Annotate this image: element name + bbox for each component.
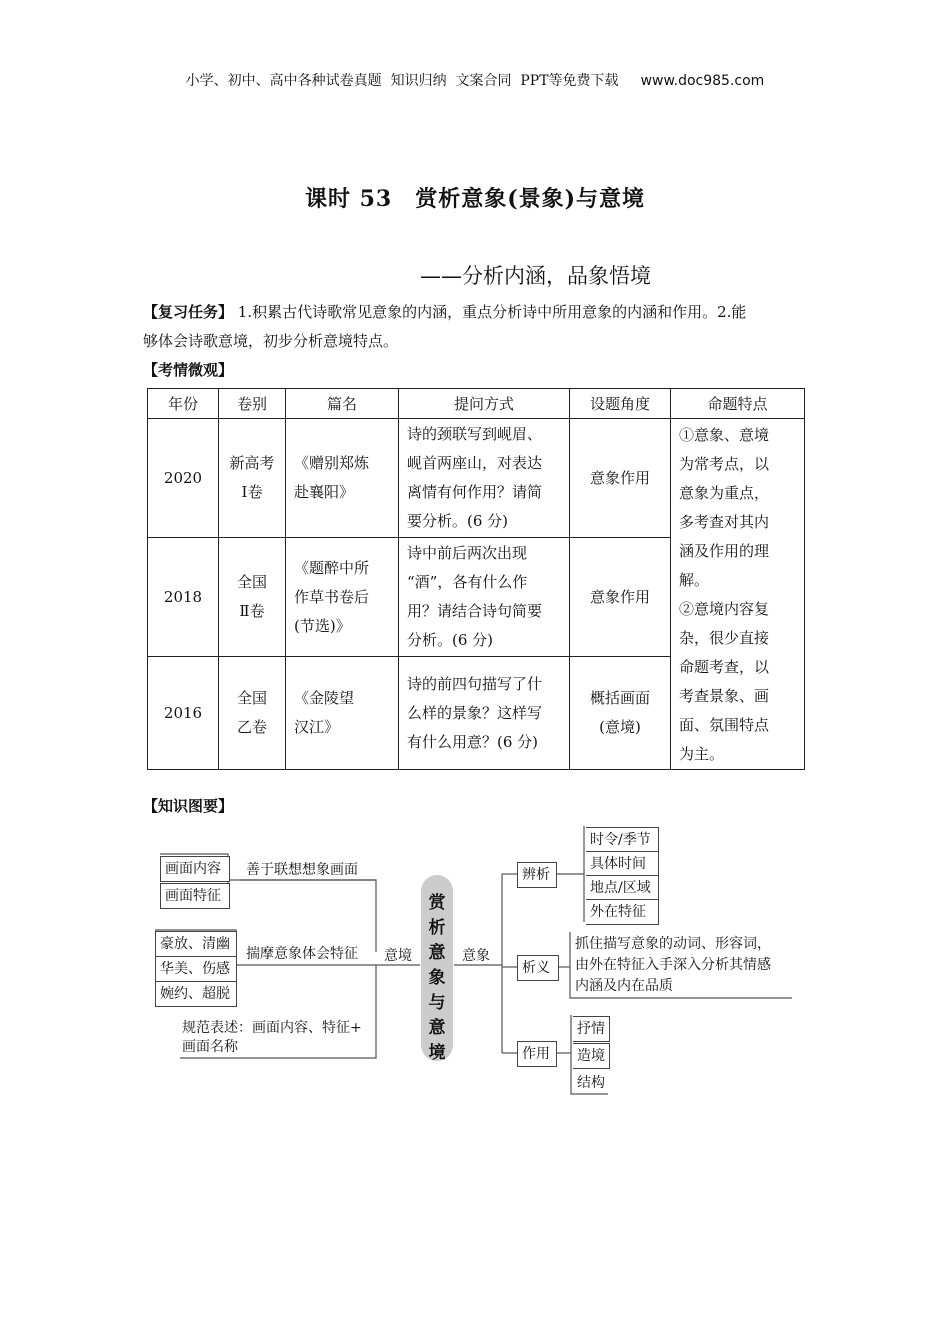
title-cell: 《题醉中所 作草书卷后 (节选)》	[286, 538, 399, 657]
knowledge-tag: 【知识图要】	[143, 797, 234, 815]
left-item: 豪放、清幽	[155, 931, 237, 957]
zuoyong-item: 抒情	[573, 1016, 610, 1042]
review-line2: 够体会诗歌意境，初步分析意境特点。	[143, 332, 399, 350]
header-text: 小学、初中、高中各种试卷真题 知识归纳 文案合同 PPT等免费下载	[185, 73, 619, 89]
header-site[interactable]: www.doc985.com	[640, 73, 765, 89]
title-cell: 《金陵望 汉江》	[286, 657, 399, 770]
question-cell: 诗中前后两次出现 “酒”，各有什么作 用？请结合诗句简要 分析。(6 分)	[399, 538, 570, 657]
right-branch-label: 意象	[462, 948, 490, 964]
left-branch-label: 意境	[384, 948, 412, 964]
xiyi-box: 析义	[517, 955, 559, 981]
header-cell: 命题特点	[671, 389, 805, 419]
header-cell: 设题角度	[570, 389, 671, 419]
group3-line2: 画面名称	[182, 1039, 238, 1055]
bianxi-item: 外在特征	[586, 899, 659, 925]
center-topic: 赏 析 意 象 与 意 境	[421, 875, 453, 1061]
question-cell: 诗的前四句描写了什 么样的景象？这样写 有什么用意？(6 分)	[399, 657, 570, 770]
angle-cell: 意象作用	[570, 538, 671, 657]
title-cell: 《赠别郑炼 赴襄阳》	[286, 419, 399, 538]
header-cell: 提问方式	[399, 389, 570, 419]
page-title: 课时 53 赏析意象(景象)与意境	[304, 186, 646, 212]
angle-cell: 意象作用	[570, 419, 671, 538]
paper-cell: 新高考 Ⅰ卷	[219, 419, 286, 538]
paper-cell: 全国 Ⅱ卷	[219, 538, 286, 657]
header-cell: 年份	[148, 389, 219, 419]
bianxi-item: 具体时间	[586, 851, 659, 877]
page-subtitle: ——分析内涵，品象悟境	[420, 264, 651, 288]
left-item: 画面内容	[160, 856, 230, 882]
group2-label: 揣摩意象体会特征	[246, 946, 358, 962]
left-item: 华美、伤感	[155, 956, 237, 982]
bianxi-box: 辨析	[517, 862, 557, 888]
connector	[228, 880, 376, 952]
group3-line1: 规范表述：画面内容、特征+	[182, 1020, 362, 1036]
xiyi-line: 内涵及内在品质	[575, 978, 673, 994]
bianxi-item: 地点/区域	[586, 875, 659, 901]
features-cell: ①意象、意境 为常考点，以 意象为重点， 多考查对其内 涵及作用的理 解。 ②意境内容复 杂，很少直接 命题考查，以 考查景象、画 面、氛围特点 为主。	[671, 419, 805, 770]
left-item: 婉约、超脱	[155, 981, 237, 1007]
year-cell: 2018	[148, 538, 219, 657]
left-item: 画面特征	[160, 883, 230, 909]
header-cell: 卷别	[219, 389, 286, 419]
group1-label: 善于联想想象画面	[246, 862, 358, 878]
review-tag: 【复习任务】	[143, 303, 234, 321]
header-cell: 篇名	[286, 389, 399, 419]
paper-cell: 全国 乙卷	[219, 657, 286, 770]
zuoyong-item: 结构	[577, 1075, 605, 1091]
year-cell: 2016	[148, 657, 219, 770]
zuoyong-box: 作用	[517, 1041, 557, 1067]
exam-tag: 【考情微观】	[143, 361, 234, 379]
review-line1: 1.积累古代诗歌常见意象的内涵，重点分析诗中所用意象的内涵和作用。2.能	[233, 303, 747, 321]
question-cell: 诗的颈联写到岘眉、 岘首两座山，对表达 离情有何作用？请简 要分析。(6 分)	[399, 419, 570, 538]
xiyi-line: 由外在特征入手深入分析其情感	[575, 957, 771, 973]
xiyi-line: 抓住描写意象的动词、形容词，	[575, 936, 771, 952]
bianxi-item: 时令/季节	[586, 827, 659, 853]
zuoyong-item: 造境	[573, 1043, 610, 1069]
year-cell: 2020	[148, 419, 219, 538]
angle-cell: 概括画面 (意境)	[570, 657, 671, 770]
